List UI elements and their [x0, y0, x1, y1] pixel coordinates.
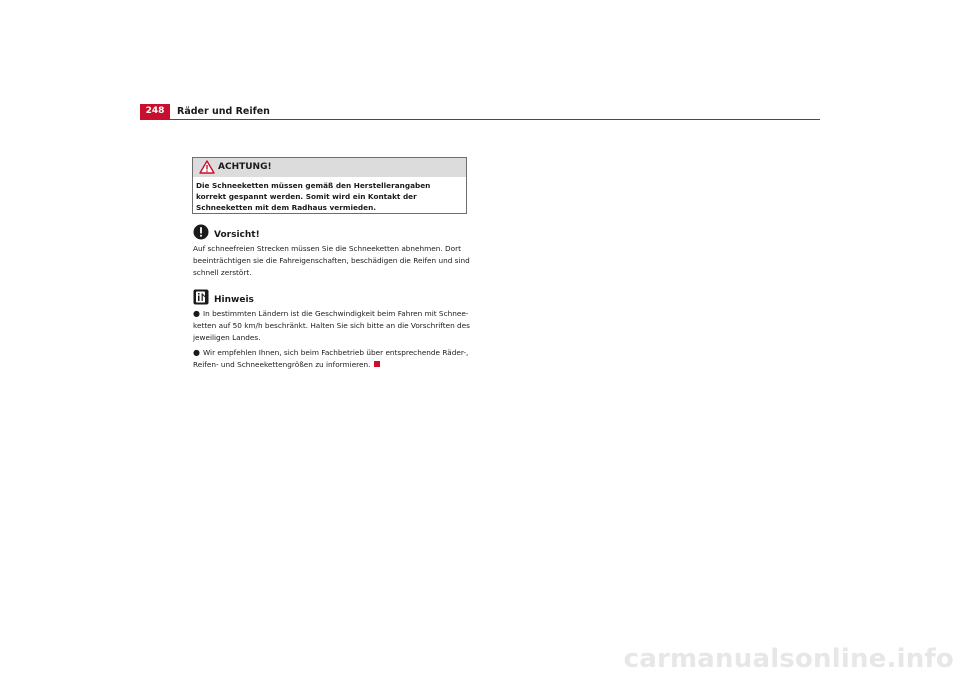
bullet: ●: [193, 309, 200, 318]
note-item: [193, 308, 473, 344]
chapter-title: Räder und Reifen: [177, 106, 270, 117]
warning-triangle-icon: [199, 160, 215, 174]
note-title: Hinweis: [214, 295, 254, 305]
note-list: [193, 308, 473, 371]
info-note-icon: [193, 289, 209, 305]
warning-header: [193, 158, 466, 177]
bullet: ●: [193, 348, 200, 357]
caution-title: Vorsicht!: [214, 230, 260, 240]
caution-exclamation-icon: [193, 224, 209, 240]
caution-text: Auf schneefreien Strecken müssen Sie die Schneeketten abnehmen. Dort beeinträchtigen sie die Fahreigenschaften, beschädigen die Reifen und sind schnell zerstört.: [193, 244, 470, 277]
page-number: 248: [140, 104, 170, 119]
note-item: [193, 347, 473, 371]
note-item-text: Wir empfehlen Ihnen, sich beim Fachbetrieb über entsprechende Räder-, Reifen- und Schneekettengrößen zu informieren.: [193, 348, 469, 369]
warning-box: [192, 157, 467, 214]
warning-text: Die Schneeketten müssen gemäß den Herstellerangaben korrekt gespannt werden. Somit wird ein Kontakt der Schneeketten mit dem Radhaus vermieden.: [196, 181, 431, 212]
warning-title: ACHTUNG!: [218, 162, 272, 172]
section-end-marker: [374, 361, 380, 367]
watermark: carmanualsonline.info: [623, 644, 954, 674]
note-item-text: In bestimmten Ländern ist die Geschwindigkeit beim Fahren mit Schnee-ketten auf 50 km/h beschränkt. Halten Sie sich bitte an die Vorschriften des jeweiligen Landes.: [193, 309, 470, 342]
page-header: [140, 104, 820, 120]
